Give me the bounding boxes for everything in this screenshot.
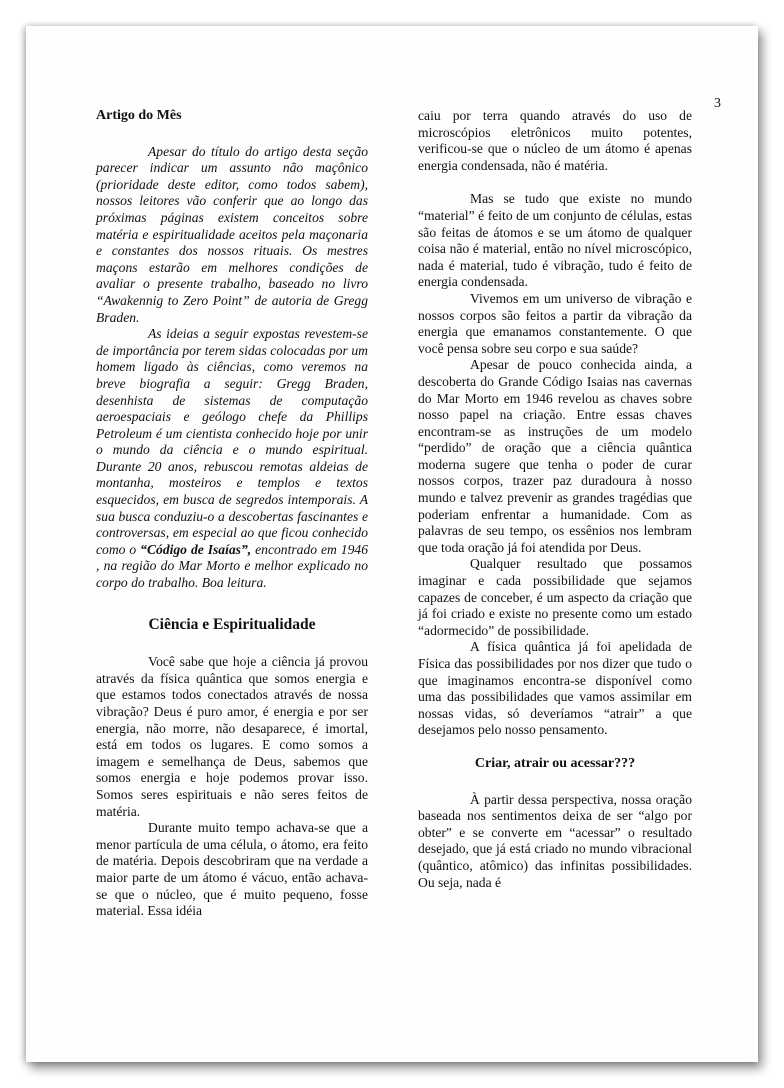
body-paragraph: Durante muito tempo achava-se que a menor partícula de uma célula, o átomo, era feito de matéria. Depois descobriram que na verdade a maior parte de um átomo é vácuo, então achava-se que o núcleo, que é muito pequeno, fosse material. Essa idéia <box>96 820 368 919</box>
left-column <box>96 108 368 920</box>
codigo-isaias-emphasis: “Código de Isaías”, <box>140 541 252 557</box>
body-paragraph-continued: caiu por terra quando através do uso de microscópios eletrônicos muito potentes, verificou-se que o núcleo de um átomo é apenas energia condensada, não é matéria. <box>418 108 692 173</box>
body-paragraph: À partir dessa perspectiva, nossa oração baseada nos sentimentos deixa de ser “algo por obter” e se converte em “acessar” o resultado desejado, que já está criado no mundo vibracional (quântico, atômico) das infinitas possibilidades. Ou seja, nada é <box>418 791 692 890</box>
section-title: Ciência e Espiritualidade <box>148 615 316 633</box>
body-paragraph: A física quântica já foi apelidada de Física das possibilidades por nos dizer que tudo o que imaginamos encontra-se disponível como uma das possibilidades que vamos assimilar em nossas vidas, só deveríamos “atrair” a que desejamos pelo nosso pensamento. <box>418 639 692 738</box>
body-paragraph: Qualquer resultado que possamos imaginar e cada possibilidade que sejamos capazes de conceber, é um aspecto da criação que já foi criado e existe no presente como um estado “adormecido” de possibilidade. <box>418 556 692 638</box>
body-paragraph: Você sabe que hoje a ciência já provou através da física quântica que somos energia e que estamos todos conectados através de nossa vibração? Deus é puro amor, é energia e por ser energia, não morre, não desaparece, é imortal, está em todos os lugares. E como somos a imagem e semelhança de Deus, sabemos que somos energia e hoje podemos provar isso. Somos seres espirituais e não seres feitos de matéria. <box>96 654 368 819</box>
body-paragraph: Apesar de pouco conhecida ainda, a descoberta do Grande Código Isaias nas cavernas do Mar Morto em 1946 revelou as chaves sobre nosso papel na criação. Entre essas chaves encontram-se as instruções de um modelo “perdido” de oração que a ciência quântica moderna sugere que tenha o poder de curar nossos corpos, trazer paz duradoura à nosso mundo e talvez prevenir as grandes tragédias que poderiam enfrentar a humanidade. Com as palavras de seu tempo, os essênios nos lembram que toda oração já foi atendida por Deus. <box>418 357 692 555</box>
right-column <box>418 108 692 891</box>
section-heading-artigo: Artigo do Mês <box>96 108 182 123</box>
intro-text-a: As ideias a seguir expostas revestem-se de importância por terem sidas colocadas por um homem ligado às ciências, como veremos na breve biografia a seguir: Gregg Braden, desenhista de sistemas de computação aeroespaciais e geólogo chefe da Phillips Petroleum é um cientista conhecido hoje por unir o mundo da ciência e o mundo espiritual. Durante 20 anos, rebuscou remotas aldeias de montanha, mosteiros e templos e textos esquecidos, em busca de segredos intemporais. A sua busca conduziu-o a descobertas fascinantes e controversas, em especial ao que ficou conhecido como o <box>96 326 368 557</box>
intro-text-b: encontrado em 1946 , na região do Mar Morto e melhor explicado no corpo do trabalho. Boa leitura. <box>96 541 368 591</box>
page-number: 3 <box>714 96 721 111</box>
intro-paragraph-2 <box>96 326 368 592</box>
paragraph-gap <box>418 174 692 191</box>
intro-paragraph-1: Apesar do título do artigo desta seção parecer indicar um assunto não maçônico (prioridade deste editor, como todos sabem), nossos leitores vão conferir que ao longo das próximas páginas existem conceitos sobre matéria e espiritualidade aceitos pela maçonaria e constantes dos nossos rituais. Os mestres maçons estarão em melhores condições de avaliar o presente trabalho, baseado no livro “Awakennig to Zero Point” de autoria de Gregg Braden. <box>96 143 368 325</box>
subheading: Criar, atrair ou acessar??? <box>474 755 636 771</box>
body-paragraph: Mas se tudo que existe no mundo “material” é feito de um conjunto de células, estas são feitas de átomos e se um átomo de qualquer coisa não é material, então no nível microscópico, nada é material, tudo é vibração, tudo é feito de energia condensada. <box>418 191 692 290</box>
body-paragraph: Vivemos em um universo de vibração e nossos corpos são feitos a partir da vibração da energia que emanamos constantemente. O que você pensa sobre seu corpo e sua saúde? <box>418 290 692 356</box>
